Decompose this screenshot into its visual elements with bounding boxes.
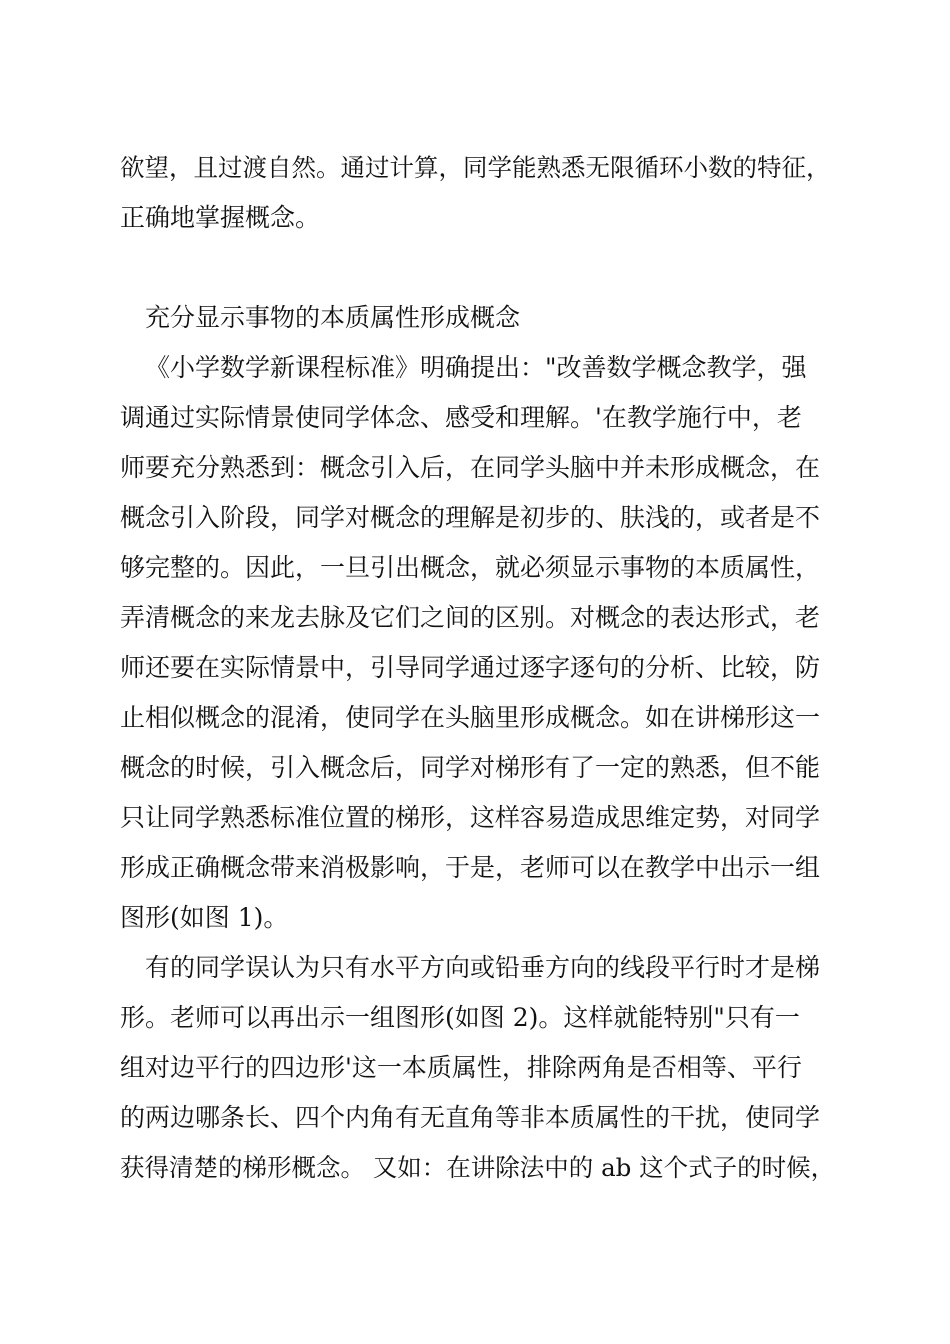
text-line: 弄清概念的来龙去脉及它们之间的区别。对概念的表达形式，老 (120, 603, 821, 632)
text-line: 有的同学误认为只有水平方向或铅垂方向的线段平行时才是梯 (145, 953, 821, 982)
text-line: 组对边平行的四边形'这一本质属性，排除两角是否相等、平行 (120, 1053, 802, 1082)
text-line: 《小学数学新课程标准》明确提出："改善数学概念教学，强 (145, 353, 807, 382)
text-line: 形成正确概念带来消极影响，于是，老师可以在教学中出示一组 (120, 853, 821, 882)
text-line: 师要充分熟悉到：概念引入后，在同学头脑中并未形成概念，在 (120, 453, 821, 482)
text-line: 调通过实际情景使同学体念、感受和理解。'在教学施行中，老 (120, 403, 802, 432)
text-line: 够完整的。因此，一旦引出概念，就必须显示事物的本质属性， (120, 553, 821, 582)
text-line: 图形(如图 1)。 (120, 903, 289, 932)
text-line: 师还要在实际情景中，引导同学通过逐字逐句的分析、比较，防 (120, 653, 821, 682)
text-line: 欲望，且过渡自然。通过计算，同学能熟悉无限循环小数的特征， (120, 153, 831, 182)
text-line: 正确地掌握概念。 (120, 203, 321, 232)
text-line: 的两边哪条长、四个内角有无直角等非本质属性的干扰，使同学 (120, 1103, 821, 1132)
text-line: 获得清楚的梯形概念。 又如：在讲除法中的 ab 这个式子的时候， (120, 1153, 836, 1182)
section-heading: 充分显示事物的本质属性形成概念 (145, 303, 521, 332)
text-line: 止相似概念的混淆，使同学在头脑里形成概念。如在讲梯形这一 (120, 703, 821, 732)
text-line: 只让同学熟悉标准位置的梯形，这样容易造成思维定势，对同学 (120, 803, 821, 832)
text-line: 概念引入阶段，同学对概念的理解是初步的、肤浅的，或者是不 (120, 503, 821, 532)
text-line: 概念的时候，引入概念后，同学对梯形有了一定的熟悉，但不能 (120, 753, 821, 782)
text-line: 形。老师可以再出示一组图形(如图 2)。这样就能特别"只有一 (120, 1003, 800, 1032)
